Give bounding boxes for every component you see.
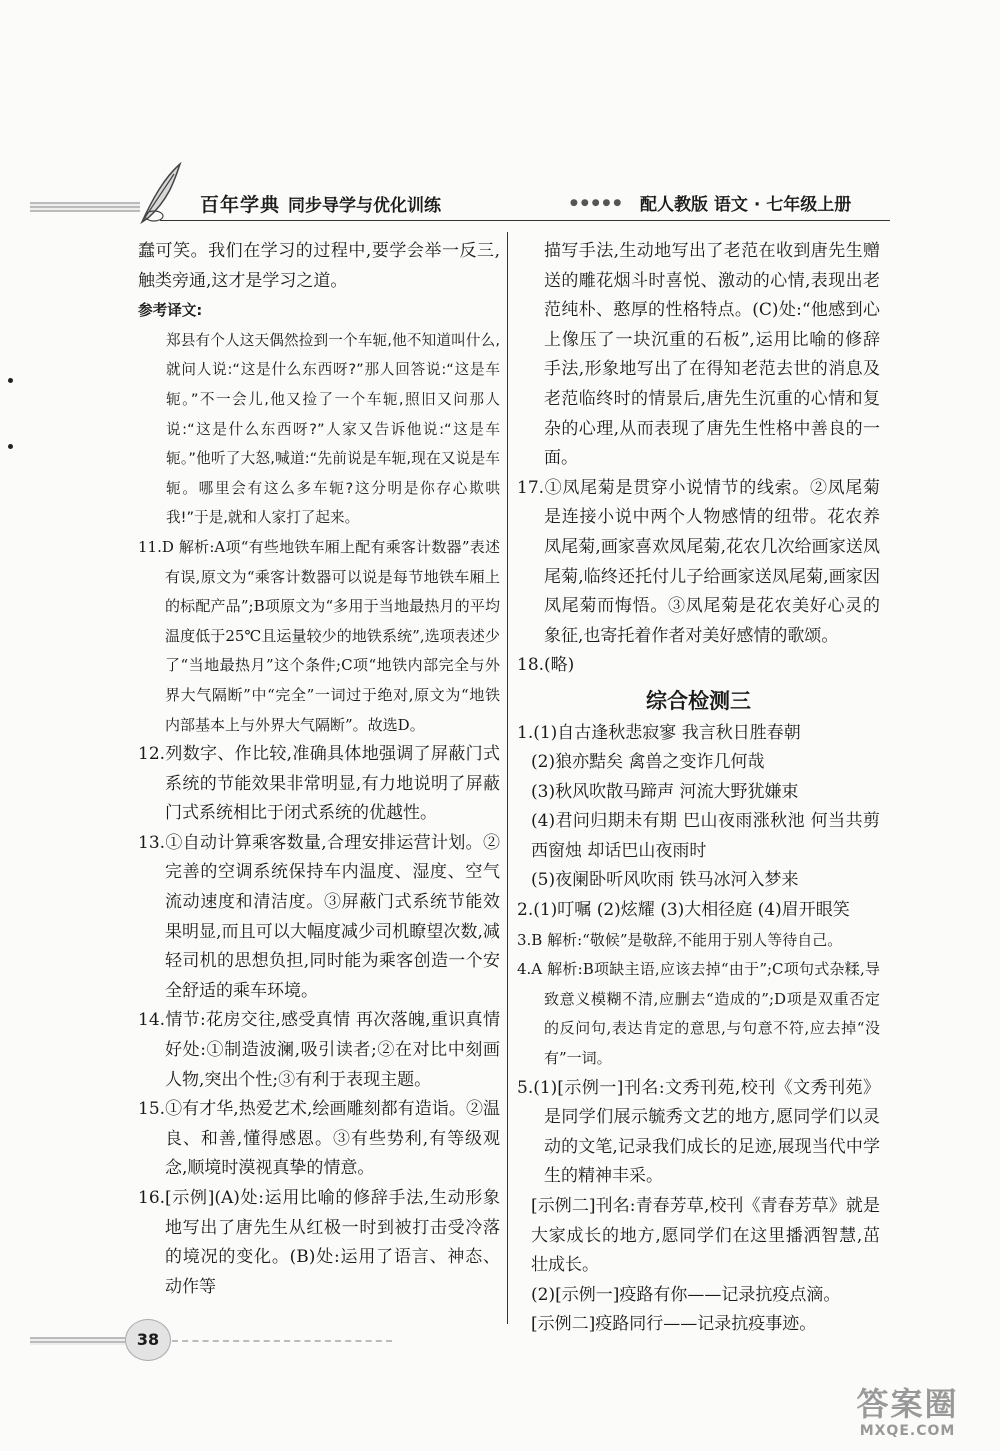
header-dots-decor: ●●●●●: [570, 198, 625, 208]
page-header: [30, 190, 870, 230]
section-title: 综合检测三: [646, 688, 751, 713]
header-decor-bar: [30, 202, 140, 212]
answer-13: 13.①自动计算乘客数量,合理安排运营计划。②完善的空调系统保持车内温度、湿度、空气流动速度和清洁度。③屏蔽门式系统节能效果明显,而且可以大幅度减少司机瞭望次数,减轻司机的思想负担,同时能为乘客创造一个安全舒适的乘车环境。: [138, 832, 500, 1001]
footer-dash-line: [172, 1340, 392, 1342]
answer-s1-4: (4)君问归期未有期 巴山夜雨涨秋池 何当共剪西窗烛 却话巴山夜雨时: [531, 811, 880, 861]
answer-14: 14.情节:花房交往,感受真情 再次落魄,重识真情 好处:①制造波澜,吸引读者;②在对比中刻画人物,突出个性;③有利于表现主题。: [138, 1010, 500, 1090]
answer-s4: [517, 955, 880, 1073]
brand-title: 百年学典: [200, 194, 281, 216]
answer-s1-2: (2)狼亦黠矣 禽兽之变诈几何哉: [531, 752, 765, 773]
margin-dot: [8, 444, 13, 449]
margin-dot: [8, 378, 13, 383]
answer-continuation: 蠢可笑。我们在学习的过程中,要学会举一反三,触类旁通,这才是学习之道。: [138, 241, 500, 291]
answer-s5-2: [示例二]刊名:青春芳草,校刊《青春芳草》就是大家成长的地方,愿同学们在这里播洒智慧,茁壮成长。: [531, 1196, 880, 1276]
answer-s1-1: 1.(1)自古逢秋悲寂寥 我言秋日胜春朝: [517, 722, 801, 743]
answer-16: 16.[示例](A)处:运用比喻的修辞手法,生动形象地写出了唐先生从红极一时到被打击受冷落的境况的变化。(B)处:运用了语言、神态、动作等: [138, 1188, 500, 1297]
reference-translation-text: 郑县有个人这天偶然捡到一个车轭,他不知道叫什么,就问人说:“这是什么东西呀?”那人回答说:“这是车轭。”不一会儿,他又捡了一个车轭,照旧又问那人说:“这是什么东西呀?”人家又告诉他说:“这是车轭。”他听了大怒,喊道:“先前说是车轭,现在又说是车轭。哪里会有这么多车轭?这分明是你存心欺哄我!”于是,就和人家打了起来。: [166, 331, 500, 527]
answer-11: [138, 533, 500, 740]
answer-12: 12.列数字、作比较,准确具体地强调了屏蔽门式系统的节能效果非常明显,有力地说明了屏蔽门式系统相比于闭式系统的优越性。: [138, 744, 500, 824]
answer-s4-text: 4.A 解析:B项缺主语,应该去掉“由于”;C项句式杂糅,导致意义模糊不清,应删去“造成的”;D项是双重否定的反问句,表达肯定的意思,与句意不符,应去掉“没有”一词。: [517, 960, 880, 1068]
answer-s5-4: [示例二]疫路同行——记录抗疫事迹。: [531, 1314, 817, 1335]
answer-17: 17.①凤尾菊是贯穿小说情节的线索。②凤尾菊是连接小说中两个人物感情的纽带。花农养凤尾菊,画家喜欢凤尾菊,花农几次给画家送凤尾菊,临终还托付儿子给画家送凤尾菊,画家因凤尾菊而悔悟。③凤尾菊是花农美好心灵的象征,也寄托着作者对美好感情的歌颂。: [517, 477, 880, 646]
answer-s1-5: (5)夜阑卧听风吹雨 铁马冰河入梦来: [531, 870, 799, 891]
answer-s5-3: (2)[示例一]疫路有你——记录抗疫点滴。: [531, 1284, 841, 1305]
left-column: [138, 237, 500, 1302]
answer-s2: 2.(1)叮嘱 (2)炫耀 (3)大相径庭 (4)眉开眼笑: [517, 900, 850, 921]
column-divider: [507, 232, 508, 1324]
watermark-logo: [835, 1385, 980, 1445]
answer-16-continuation: 描写手法,生动地写出了老范在收到唐先生赠送的雕花烟斗时喜悦、激动的心情,表现出老范纯朴、憨厚的性格特点。(C)处:“他感到心上像压了一块沉重的石板”,运用比喻的修辞手法,形象地写出了在得知老范去世的消息及老范临终时的情景后,唐先生沉重的心情和复杂的心理,从而表现了唐先生性格中善良的一面。: [544, 241, 880, 469]
answer-s3-text: 3.B 解析:“敬候”是敬辞,不能用于别人等待自己。: [517, 930, 843, 949]
right-column: [517, 237, 880, 1340]
watermark-url: MXQE.COM: [859, 1423, 956, 1439]
page-number: 38: [125, 1319, 171, 1361]
footer-decor-bar: [30, 1337, 125, 1345]
series-subtitle: 同步导学与优化训练: [288, 196, 441, 216]
answer-18: 18.(略): [517, 655, 575, 676]
edition-label: 配人教版 语文 · 七年级上册: [640, 195, 852, 215]
answer-s3: [517, 926, 880, 956]
answer-s1-3: (3)秋风吹散马蹄声 河流大野犹嫌束: [531, 781, 799, 802]
header-rule: [160, 220, 890, 221]
watermark-main: 答案圈: [856, 1385, 959, 1423]
answer-s5-1: 5.(1)[示例一]刊名:文秀刊苑,校刊《文秀刊苑》是同学们展示毓秀文艺的地方,愿同学们以灵动的文笔,记录我们成长的足迹,展现当代中学生的精神丰采。: [517, 1077, 880, 1187]
answer-15: 15.①有才华,热爱艺术,绘画雕刻都有造诣。②温良、和善,懂得感恩。③有些势利,有等级观念,顺境时漠视真挚的情意。: [138, 1099, 500, 1179]
reference-translation-heading: 参考译文:: [138, 302, 203, 320]
answer-11-text: 11.D 解析:A项“有些地铁车厢上配有乘客计数器”表述有误,原文为“乘客计数器可以说是每节地铁车厢上的标配产品”;B项原文为“多用于当地最热月的平均温度低于25℃且运量较少的地铁系统”,选项表述少了“当地最热月”这个条件;C项“地铁内部完全与外界大气隔断”中“完全”一词过于绝对,原文为“地铁内部基本上与外界大气隔断”。故选D。: [138, 537, 500, 734]
